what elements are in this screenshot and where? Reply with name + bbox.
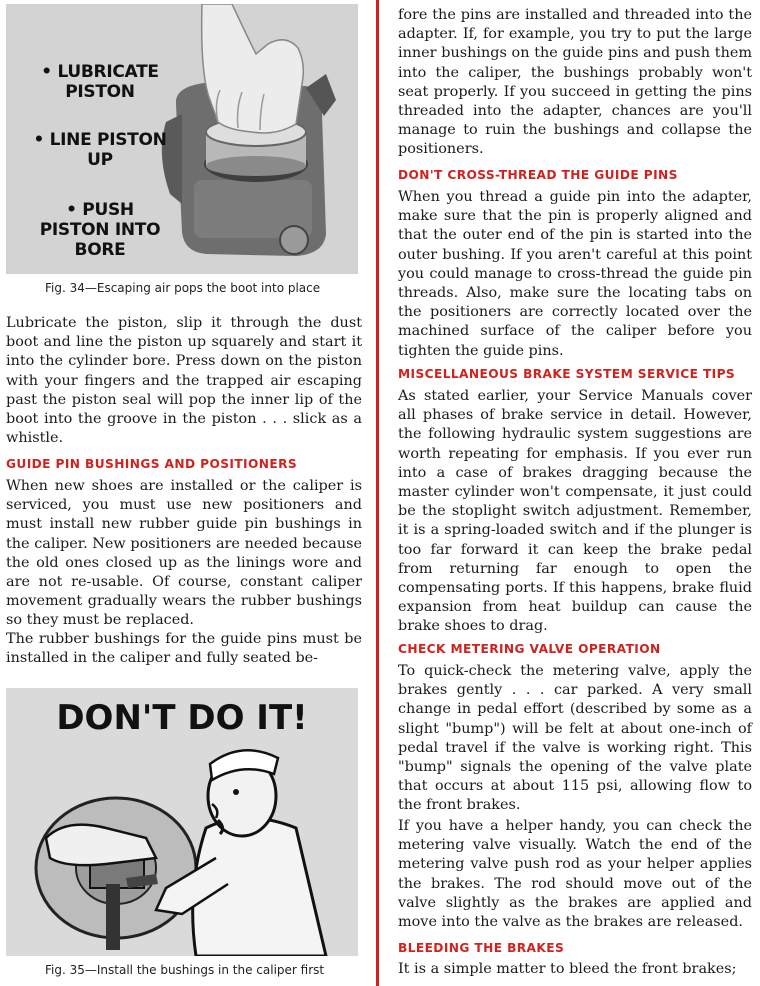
column-divider <box>376 0 379 986</box>
right-paragraph-3: As stated earlier, your Service Manuals cover all phases of brake service in detail. However, the following hydraulic system suggestions are worth repeating for emphasis. If you ever run into a case of brakes dragging because the master cylinder won't compensate, it just could be the stoplight switch adjustment. Remember, it is a spring-loaded switch and if the plunger is too far forward it can keep the brake pedal from returning far enough to open the compensating ports. If this happens, brake fluid expansion from heat buildup can cause the brake shoes to drag. <box>398 388 752 635</box>
heading-metering-valve: CHECK METERING VALVE OPERATION <box>398 642 661 656</box>
callout-line-piston-up: • LINE PISTON UP <box>33 130 167 170</box>
right-paragraph-2: When you thread a guide pin into the adapter, make sure that the pin is properly aligned and that the outer end of the pin is started into the outer bushing. If you aren't careful at this point you could manage to cross-thread the guide pin threads. Also, make sure the locating tabs on the positioners are correctly located over the machined surface of the caliper before you tighten the guide pins. <box>398 189 752 359</box>
figure-35-cartoon <box>6 688 358 956</box>
left-paragraph-1: Lubricate the piston, slip it through the dust boot and line the piston up squarely and start it into the cylinder bore. Press down on the piston with your fingers and the trapped air escaping past the piston seal will pop the inner lip of the boot into the groove in the piston . . . slick as a whistle. <box>6 315 362 447</box>
left-paragraph-3: The rubber bushings for the guide pins must be installed in the caliper and fully seated be- <box>6 631 362 667</box>
heading-guide-pin-bushings: GUIDE PIN BUSHINGS AND POSITIONERS <box>6 457 298 471</box>
figure-34-photo <box>6 4 358 274</box>
callout-lubricate-piston: • LUBRICATE PISTON <box>41 62 159 102</box>
heading-misc-tips: MISCELLANEOUS BRAKE SYSTEM SERVICE TIPS <box>398 367 736 381</box>
figure-35-caption: Fig. 35—Install the bushings in the caliper first <box>45 963 325 977</box>
callout-push-piston: • PUSH PISTON INTO BORE <box>39 200 161 260</box>
right-paragraph-6: It is a simple matter to bleed the front brakes; <box>398 961 737 977</box>
heading-cross-thread: DON'T CROSS-THREAD THE GUIDE PINS <box>398 168 678 182</box>
right-paragraph-4: To quick-check the metering valve, apply the brakes gently . . . car parked. A very small change in pedal effort (described by some as a slight "bump") will be felt at about one-inch of pedal travel if the valve is working right. This "bump" signals the opening of the valve plate that occurs at about 115 psi, allowing flow to the front brakes. <box>398 663 752 814</box>
dont-do-it-headline: DON'T DO IT! <box>56 698 308 738</box>
left-paragraph-2: When new shoes are installed or the caliper is serviced, you must use new positioners and must install new rubber guide pin bushings in the caliper. New positioners are needed because the old ones closed up as the linings wore and are not re-usable. Of course, constant caliper movement gradually wears the rubber bushings so they must be replaced. <box>6 478 362 629</box>
figure-34-caption: Fig. 34—Escaping air pops the boot into place <box>45 281 321 295</box>
right-paragraph-5: If you have a helper handy, you can check the metering valve visually. Watch the end of the metering valve push rod as your helper applies the brakes. The rod should move out of the valve slightly as the brakes are applied and move into the valve as the brakes are released. <box>398 818 752 931</box>
heading-bleeding: BLEEDING THE BRAKES <box>398 941 565 955</box>
right-paragraph-1: fore the pins are installed and threaded into the adapter. If, for example, you try to put the large inner bushings on the guide pins and push them into the caliper, the bushings probably won't seat properly. If you succeed in getting the pins threaded into the adapter, chances are you'll manage to ruin the bushings and collapse the positioners. <box>398 7 752 158</box>
